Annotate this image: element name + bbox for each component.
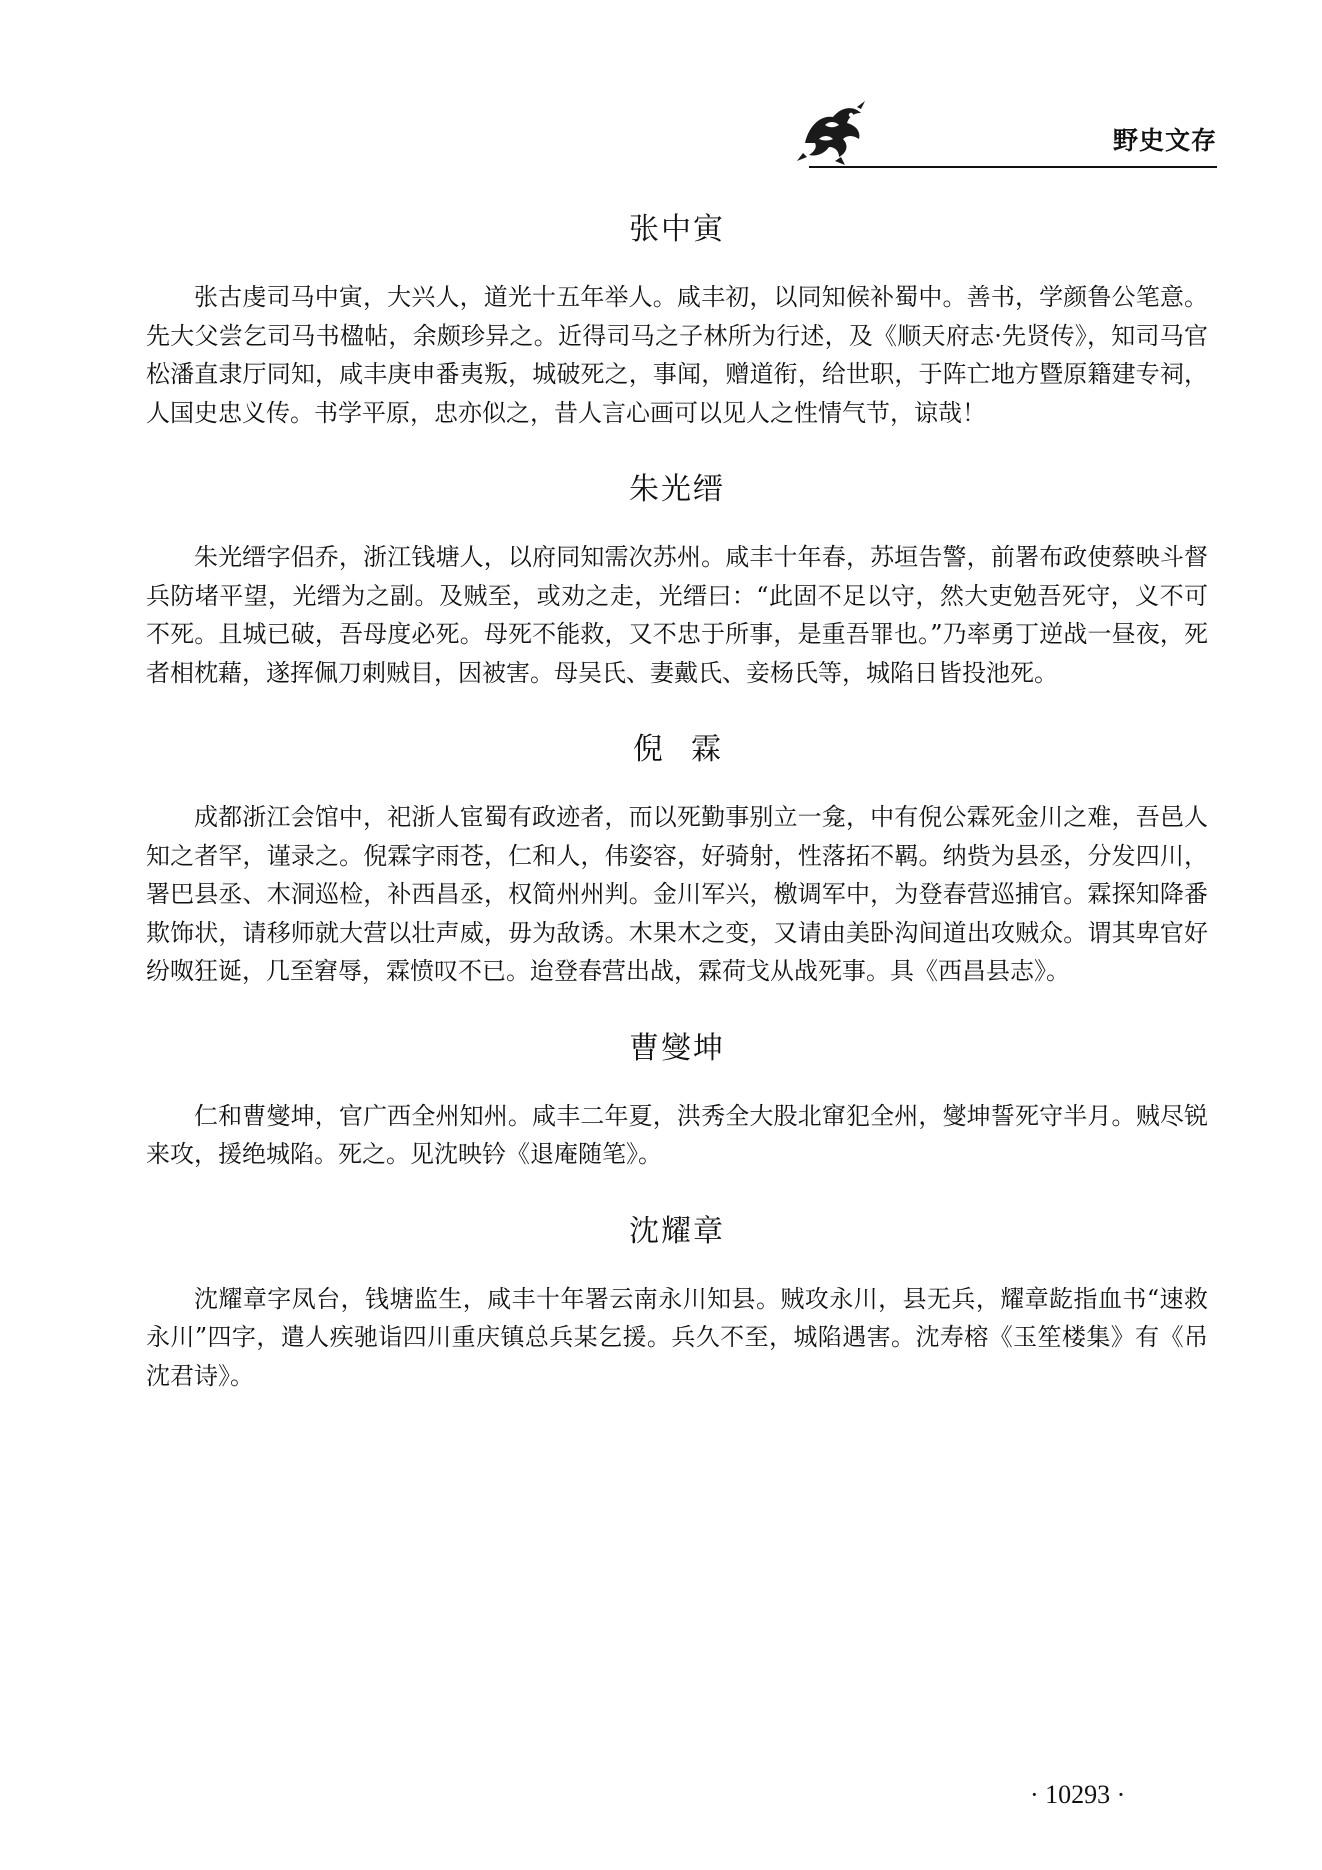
page-number: · 10293 · <box>1030 1780 1126 1809</box>
section-paragraph: 朱光缙字侣乔，浙江钱塘人，以府同知需次苏州。咸丰十年春，苏垣告警，前署布政使蔡映斗督兵防堵平望，光缙为之副。及贼至，或劝之走，光缙曰：“此固不足以守，然大吏勉吾死守，义不可不死。且城已破，吾母度必死。母死不能救，又不忠于所事，是重吾罪也。”乃率勇丁逆战一昼夜，死者相枕藉，遂挥佩刀刺贼目，因被害。母吴氏、妻戴氏、妾杨氏等，城陷日皆投池死。 <box>146 543 1208 687</box>
section-paragraph: 沈耀章字凤台，钱塘监生，咸丰十年署云南永川知县。贼攻永川，县无兵，耀章龁指血书“速救永川”四字，遣人疾驰诣四川重庆镇总兵某乞援。兵久不至，城陷遇害。沈寿榕《玉笙楼集》有《吊沈君诗》。 <box>146 1284 1208 1390</box>
section-title: 沈耀章 <box>629 1213 725 1249</box>
section-paragraph: 成都浙江会馆中，祀浙人宦蜀有政迹者，而以死勤事别立一龛，中有倪公霖死金川之难，吾邑人知之者罕，谨录之。倪霖字雨苍，仁和人，伟姿容，好骑射，性落拓不羁。纳赀为县丞，分发四川，署巴县丞、木洞巡检，补西昌丞，权简州州判。金川军兴，檄调军中，为登春营巡捕官。霖探知降番欺饰状，请移师就大营以壮声威，毋为敌诱。木果木之变，又请由美卧沟间道出攻贼众。谓其卑官好纷呶狂诞，几至窘辱，霖愤叹不已。迨登春营出战，霖荷戈从战死事。具《西昌县志》。 <box>146 803 1208 985</box>
section-title: 张中寅 <box>629 212 725 247</box>
page-body <box>146 210 1208 1433</box>
running-header <box>795 95 1217 171</box>
section-title: 曹燮坤 <box>629 1030 725 1066</box>
section <box>146 210 1208 432</box>
section <box>146 1212 1208 1396</box>
dragon-logo-icon <box>795 95 871 167</box>
section <box>146 730 1208 991</box>
section <box>146 1029 1208 1174</box>
section-paragraph: 仁和曹燮坤，官广西全州知州。咸丰二年夏，洪秀全大股北窜犯全州，燮坤誓死守半月。贼尽锐来攻，援绝城陷。死之。见沈映钤《退庵随笔》。 <box>146 1101 1208 1168</box>
series-title: 野史文存 <box>1112 126 1217 155</box>
section-paragraph: 张古虔司马中寅，大兴人，道光十五年举人。咸丰初，以同知候补蜀中。善书，学颜鲁公笔意。先大父尝乞司马书楹帖，余颇珍异之。近得司马之子林所为行述，及《顺天府志·先贤传》，知司马官松潘直隶厅同知，咸丰庚申番夷叛，城破死之，事闻，赠道衔，给世职，于阵亡地方暨原籍建专祠，人国史忠义传。书学平原，忠亦似之，昔人言心画可以见人之性情气节，谅哉！ <box>146 283 1208 427</box>
section-title: 朱光缙 <box>629 472 725 507</box>
section <box>146 470 1208 692</box>
section-title: 倪霖 <box>633 732 749 767</box>
header-rule <box>809 166 1217 168</box>
